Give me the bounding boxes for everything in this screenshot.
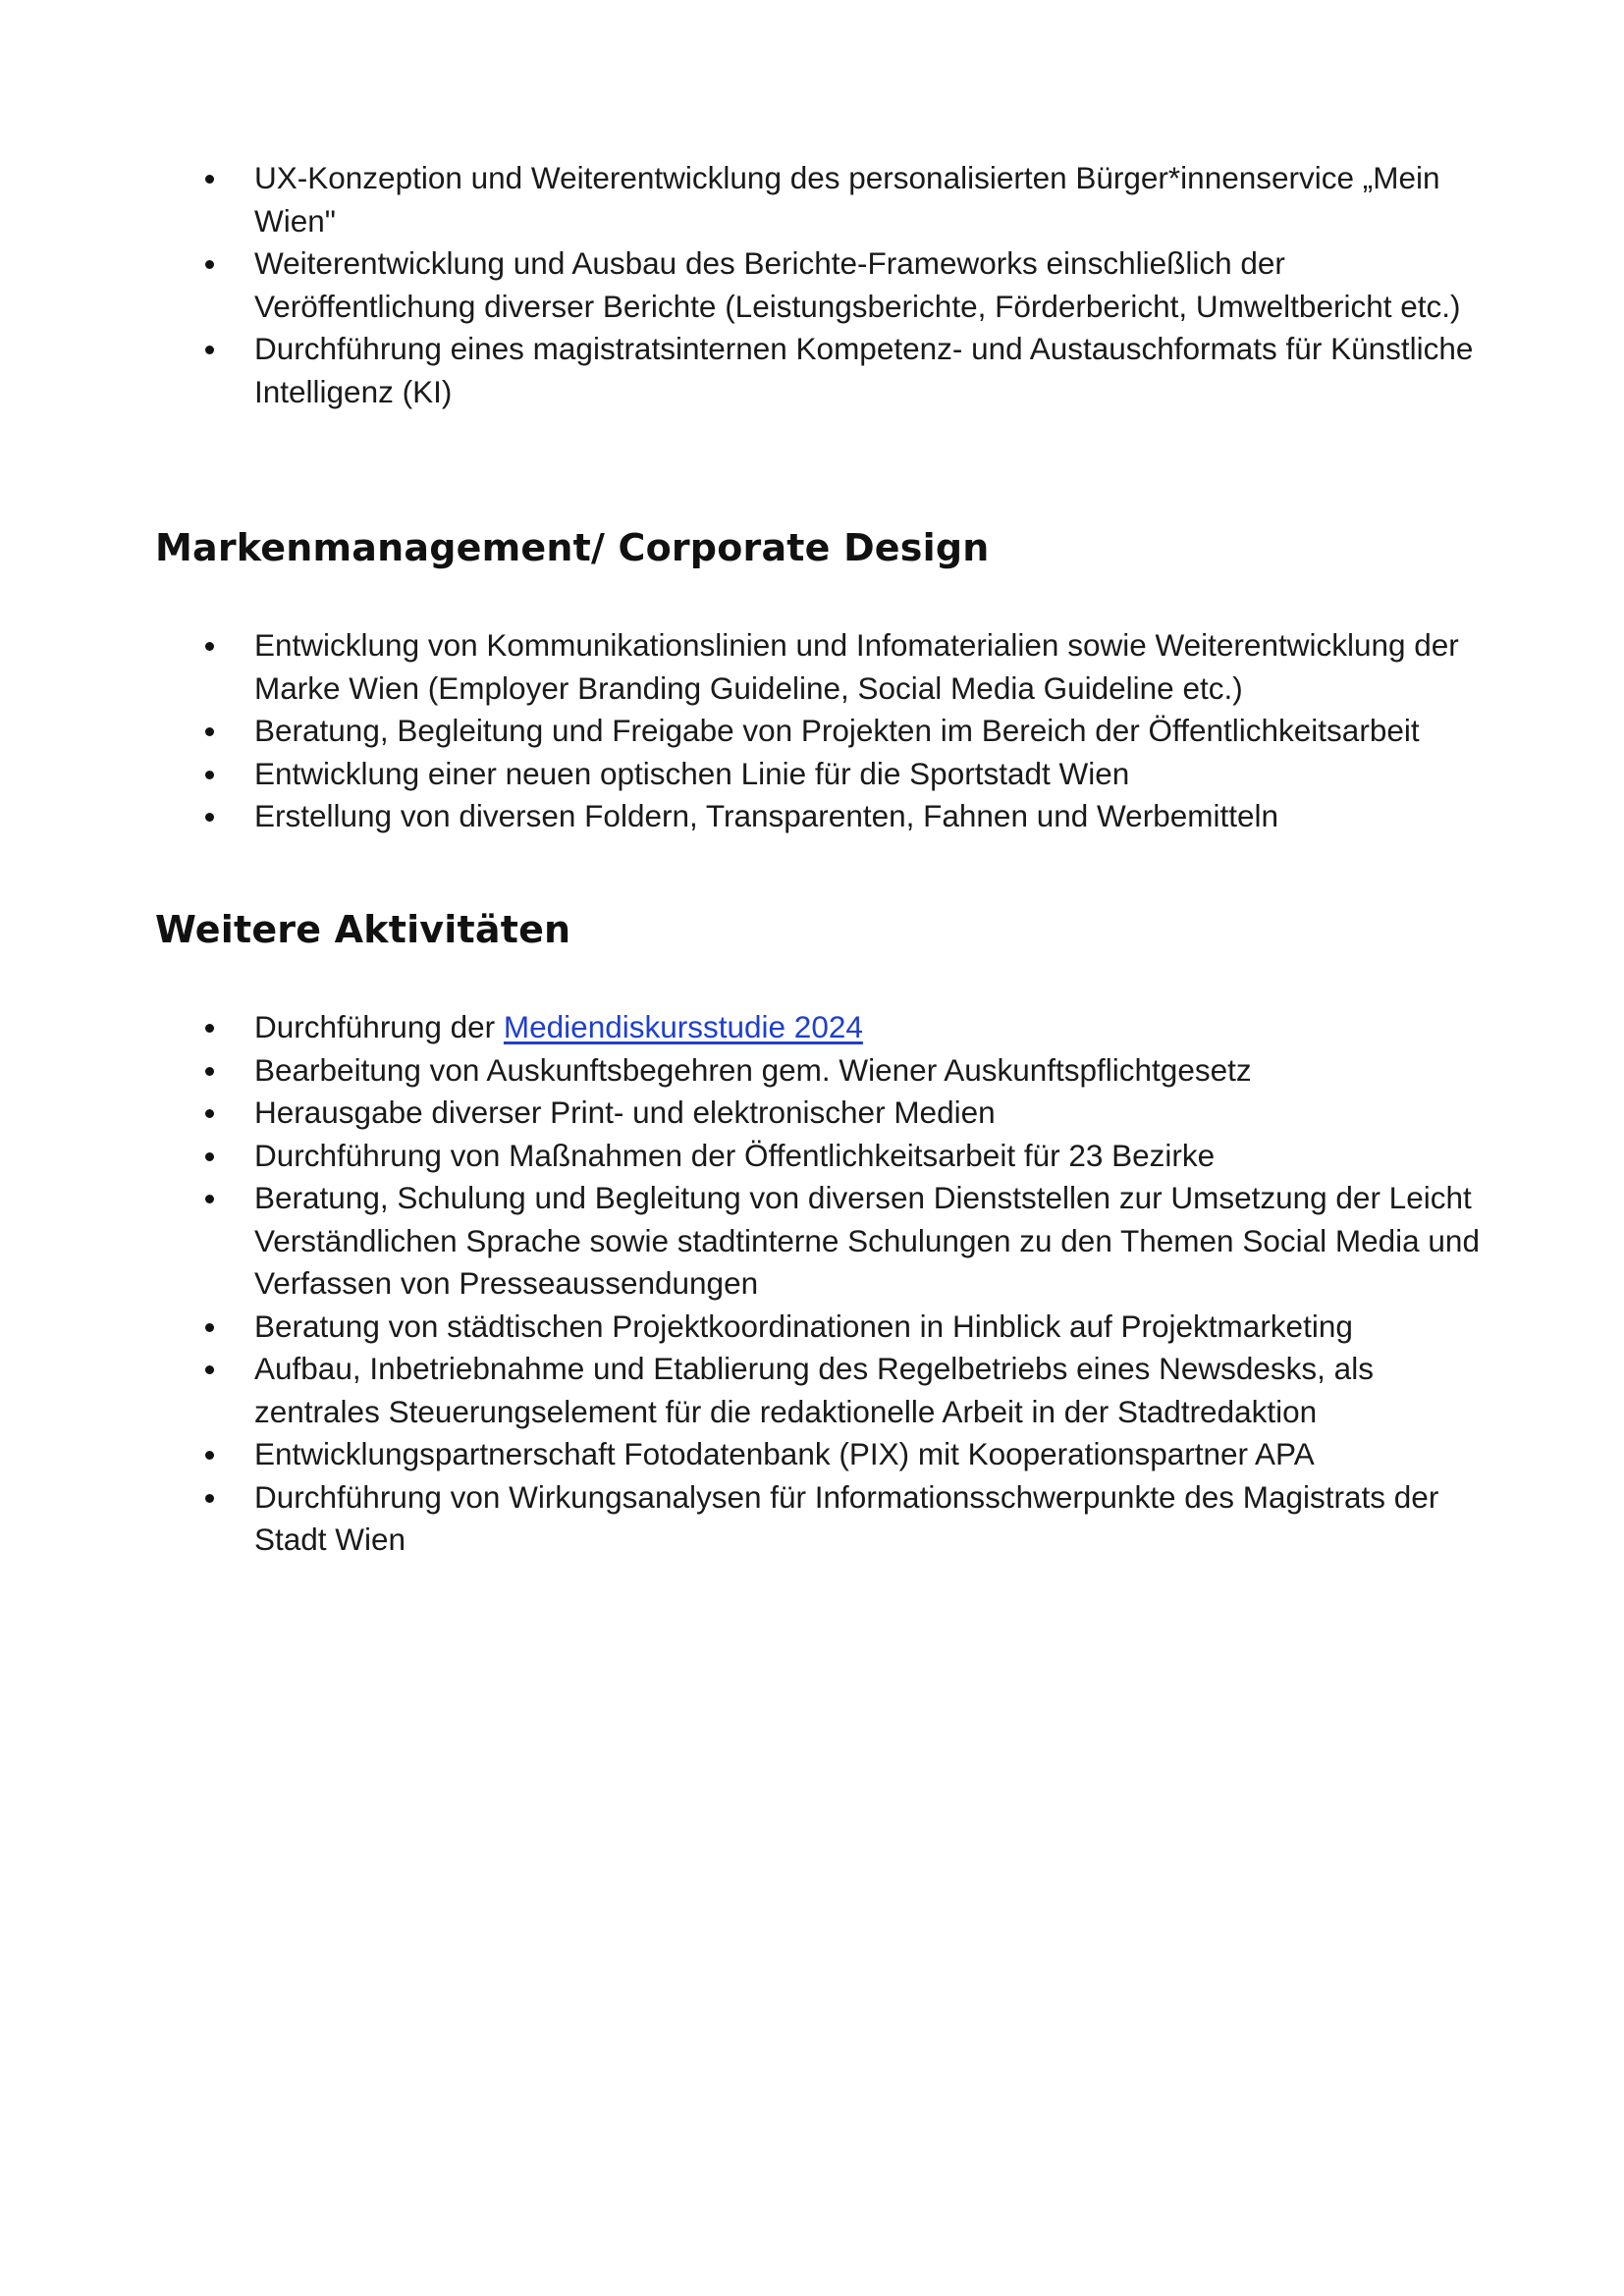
list-item: Herausgabe diverser Print- und elektronischer Medien	[155, 1092, 1490, 1135]
section-heading-weitere: Weitere Aktivitäten	[155, 908, 571, 951]
weitere-list	[155, 1006, 1490, 1562]
intro-section	[155, 157, 1490, 413]
list-item	[155, 1006, 1490, 1049]
list-item: Beratung, Schulung und Begleitung von diversen Dienststellen zur Umsetzung der Leicht Verständlichen Sprache sowie stadtinterne Schulungen zu den Themen Social Media und Verfassen von Presseaussendungen	[155, 1177, 1490, 1306]
list-item: Entwicklung einer neuen optischen Linie für die Sportstadt Wien	[155, 753, 1490, 796]
intro-list	[155, 157, 1490, 413]
markenmanagement-list-wrapper	[155, 624, 1490, 838]
list-item: Beratung, Begleitung und Freigabe von Projekten im Bereich der Öffentlichkeitsarbeit	[155, 710, 1490, 753]
list-item: Weiterentwicklung und Ausbau des Berichte-Frameworks einschließlich der Veröffentlichung diverser Berichte (Leistungsberichte, Förderbericht, Umweltbericht etc.)	[155, 242, 1490, 328]
section-heading-markenmanagement: Markenmanagement/ Corporate Design	[155, 526, 990, 569]
list-item: Durchführung von Maßnahmen der Öffentlichkeitsarbeit für 23 Bezirke	[155, 1135, 1490, 1178]
list-item: Durchführung eines magistratsinternen Kompetenz- und Austauschformats für Künstliche Intelligenz (KI)	[155, 328, 1490, 413]
list-item: Durchführung von Wirkungsanalysen für Informationsschwerpunkte des Magistrats der Stadt Wien	[155, 1476, 1490, 1562]
markenmanagement-section	[155, 524, 1490, 571]
mediendiskursstudie-link[interactable]: Mediendiskursstudie 2024	[503, 1009, 863, 1044]
list-item: Bearbeitung von Auskunftsbegehren gem. Wiener Auskunftspflichtgesetz	[155, 1049, 1490, 1093]
list-item: Entwicklungspartnerschaft Fotodatenbank (PIX) mit Kooperationspartner APA	[155, 1433, 1490, 1476]
list-item: Aufbau, Inbetriebnahme und Etablierung des Regelbetriebs eines Newsdesks, als zentrales Steuerungselement für die redaktionelle Arbeit in der Stadtredaktion	[155, 1348, 1490, 1433]
weitere-list-wrapper	[155, 1006, 1490, 1562]
markenmanagement-list	[155, 624, 1490, 838]
list-item: Beratung von städtischen Projektkoordinationen in Hinblick auf Projektmarketing	[155, 1306, 1490, 1349]
list-item-text: Durchführung der	[254, 1009, 504, 1044]
list-item: Erstellung von diversen Foldern, Transparenten, Fahnen und Werbemitteln	[155, 795, 1490, 838]
weitere-section	[155, 906, 1490, 953]
list-item: UX-Konzeption und Weiterentwicklung des personalisierten Bürger*innenservice „Mein Wien"	[155, 157, 1490, 242]
list-item: Entwicklung von Kommunikationslinien und Infomaterialien sowie Weiterentwicklung der Marke Wien (Employer Branding Guideline, Social Media Guideline etc.)	[155, 624, 1490, 710]
